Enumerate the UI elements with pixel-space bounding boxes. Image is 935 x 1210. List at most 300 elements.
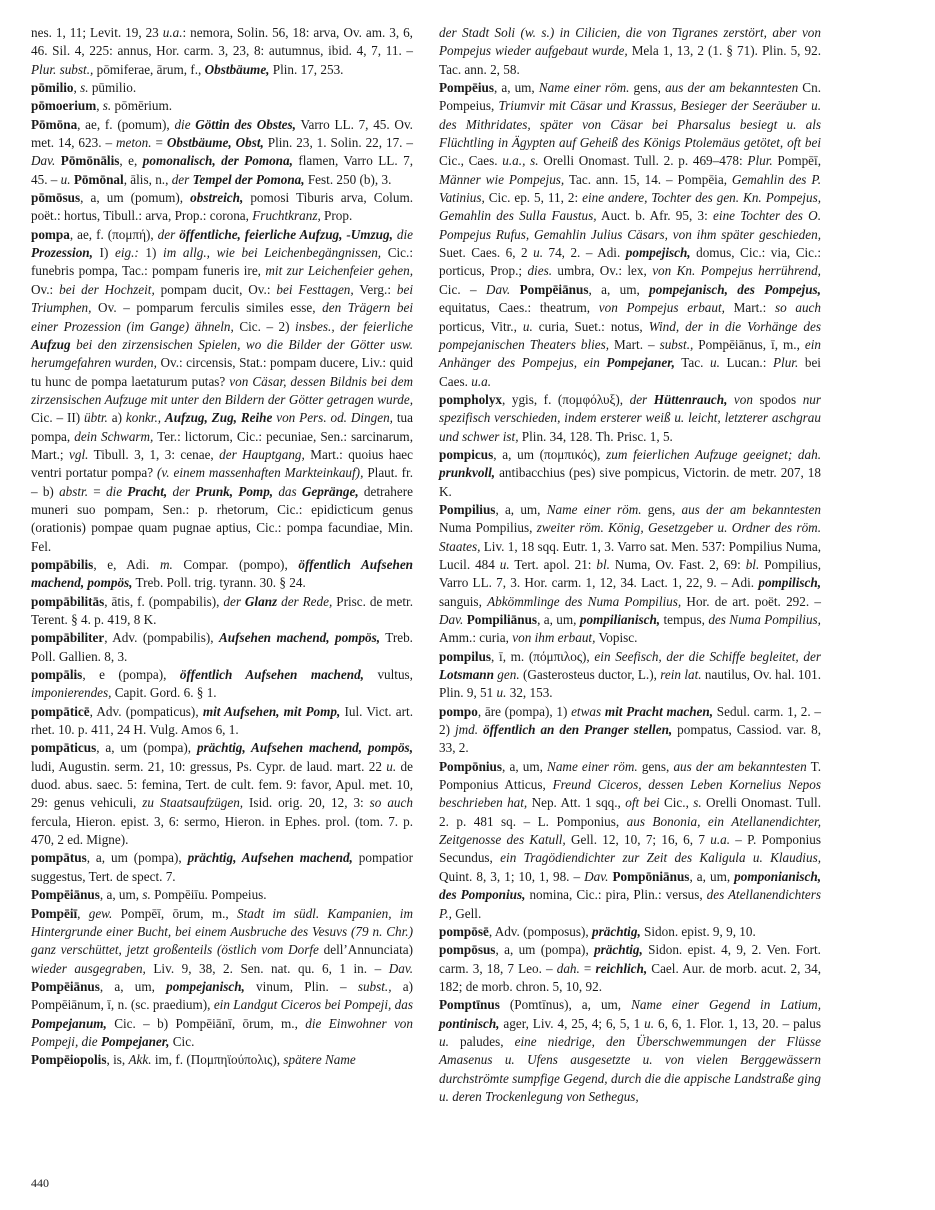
entry-text: Name einer röm. <box>538 80 630 96</box>
entry-text: eine andere, Tochter des gen. Kn. Pompejus, Gemahlin des Sulla Faustus, <box>439 190 821 224</box>
entry-text: zweiter röm. König, Gesetzgeber u. Ordner des röm. Staates, <box>439 520 821 554</box>
entry-text: Numa, Ov. Fast. 2, 69: <box>609 556 746 572</box>
entry-text: Plin. 34, 128. Th. Prisc. 1, 5. <box>518 428 673 444</box>
entry-text: bei Triumphen, <box>31 281 413 316</box>
entry-text: des Atellanendichters P., <box>439 887 821 921</box>
entry-text: Verg.: <box>353 281 397 297</box>
entry-text: porticus, Vitr., <box>439 318 523 334</box>
headword: Pompēiānus <box>31 887 100 903</box>
entry-text: Cic. – II) <box>31 410 85 426</box>
dictionary-entry <box>439 24 821 79</box>
entry-text: , Adv. (pompabilis), <box>104 630 219 646</box>
dictionary-entry <box>439 79 821 391</box>
entry-text: dies. <box>527 263 552 279</box>
entry-text: , a, um, <box>493 80 539 96</box>
entry-text: Plaut. fr. – b) <box>31 465 413 499</box>
entry-text: Pompēiānus, ī, m., <box>693 336 805 352</box>
headword: Pompēiānus <box>31 978 100 994</box>
translation-emphasis: öffentliche, feierliche Aufzug, -Umzug, <box>179 226 393 242</box>
headword: pōmōsus <box>31 190 81 206</box>
translation-emphasis: Pompejaner, <box>100 1033 170 1049</box>
entry-text: bei den zirzensischen Spielen, wo die Bilder der Götter usw. herumgefahren wurden, <box>31 336 413 371</box>
entry-text: tempus, <box>660 612 709 627</box>
entry-text: gens, <box>637 758 674 774</box>
translation-emphasis: Göttin des Obstes, <box>195 116 296 132</box>
headword: Pōmōna <box>31 116 78 132</box>
entry-text <box>510 282 519 297</box>
entry-text: Plur. subst., <box>31 61 94 77</box>
entry-text: u.a. <box>162 25 183 40</box>
entry-text: vinum, Plin. – <box>244 978 358 994</box>
entry-text: Iul. Vict. art. rhet. 10. p. 411, 24 H. Vulg. Amos 6, 1. <box>31 703 413 738</box>
entry-text: von Cäsar, dessen Bildnis bei dem zirzensischen Aufzuge mit unter den Bildern der Götter getragen wurde, <box>31 373 414 407</box>
entry-text: (Gasterosteus ductor, L.), <box>519 667 661 683</box>
entry-text: der Rede, <box>277 593 333 609</box>
entry-text: Tert. apol. 21: <box>509 556 597 572</box>
entry-text: , <box>73 80 81 96</box>
entry-text: , āre (pompa), 1) <box>477 703 572 719</box>
dictionary-entry <box>439 703 821 758</box>
entry-text: Name einer Gegend in Latium, <box>631 997 821 1013</box>
entry-text: u.a. <box>471 373 492 389</box>
headword: pompholyx <box>439 391 503 407</box>
entry-text: von Pompejus erbaut, <box>598 300 725 316</box>
translation-emphasis: Aufzug <box>31 336 71 352</box>
entry-text: = <box>88 483 106 499</box>
entry-text: Orelli Onomast. Tull. 2. p. 481 sq. – L. Pomponius, <box>439 795 821 829</box>
entry-text: u. <box>496 685 507 701</box>
translation-emphasis: pompilianisch, <box>579 612 661 627</box>
entry-text: 1) <box>138 245 164 261</box>
dictionary-entry <box>439 501 821 648</box>
translation-emphasis: pomponianisch, des Pomponius, <box>439 868 822 903</box>
entry-text: der Stadt Soli (w. s.) in Cilicien, die von Tigranes zerstört, aber von Pompejus wieder aufgebaut wurde, <box>439 25 821 59</box>
entry-text: gen. <box>493 667 520 683</box>
entry-text: u. <box>60 171 71 187</box>
entry-text: pompam ducit, Ov.: <box>154 281 277 297</box>
translation-emphasis: öffentlich Aufsehen machend, pompös, <box>31 556 414 591</box>
entry-text: equitatus, Caes.: theatrum, <box>439 300 599 316</box>
dictionary-entry <box>439 996 821 1106</box>
headword: pompo <box>439 703 478 719</box>
entry-text: Name einer röm. <box>547 758 638 774</box>
entry-text: curia, Suet.: notus, <box>532 318 649 334</box>
entry-text: Quint. 8, 3, 1; 10, 1, 98. – <box>439 868 585 884</box>
entry-text: u. <box>439 1033 449 1049</box>
entry-text: den Trägern bei einer Prozession (im Gange) ähneln, <box>31 300 414 334</box>
entry-text: Tibull. 3, 1, 3: cenae, <box>88 446 220 462</box>
translation-emphasis: obstreich, <box>190 190 244 206</box>
entry-text: so auch <box>369 795 413 811</box>
translation-emphasis: reichlich, <box>595 960 648 976</box>
translation-emphasis: Aufzug, Zug, Reihe <box>164 410 273 426</box>
entry-text: ein Anhänger des Pompejus, ein <box>439 336 821 371</box>
entry-text: ein Landgut Ciceros bei Pompeji, das <box>213 997 413 1013</box>
entry-text: 6, 6, 1. Flor. 1, 13, 20. – palus <box>654 1015 821 1031</box>
entry-text: Treb. Poll. trig. tyrann. 30. § 24. <box>132 575 306 591</box>
entry-text: sanguis, <box>439 593 488 609</box>
entry-text: rein lat. <box>660 667 702 683</box>
dictionary-entry <box>31 1051 413 1069</box>
entry-text: , ae, f. (πομπή), <box>69 226 158 242</box>
entry-text: der <box>157 226 180 242</box>
dictionary-entry <box>31 24 413 79</box>
dictionary-entry <box>439 446 821 501</box>
entry-text: imponierendes, <box>31 685 112 701</box>
translation-emphasis: Prunk, Pomp, <box>195 483 274 499</box>
entry-text: Mart.: <box>724 300 775 316</box>
dictionary-entry <box>31 97 413 115</box>
entry-text: dein Schwarm, <box>74 428 154 444</box>
page-number: 440 <box>31 1176 49 1190</box>
entry-text: das <box>273 483 302 499</box>
translation-emphasis: Gepränge, <box>301 483 359 499</box>
entry-text: u. <box>709 355 720 371</box>
entry-text: etwas <box>571 703 605 719</box>
entry-text: eine niedrige, den Überschwemmungen der Flüsse Amasenus u. Ufens ausgesetzte u. von vielen Berggewässern durchströmte sumpfige Gegend, durch die die appische Landstraße ging u. deren Trockenlegung von Sethegus, <box>439 1033 821 1104</box>
entry-text: Ov.: <box>31 281 60 297</box>
headword: pompāticē <box>31 703 90 719</box>
entry-text: Varro LL. 7, 45. Ov. met. 14, 623. – <box>31 116 413 151</box>
translation-emphasis: prächtig, Aufsehen machend, <box>187 850 353 866</box>
translation-emphasis: pompejanisch, des Pompejus, <box>649 281 821 297</box>
entry-text: u. <box>644 1015 655 1031</box>
entry-text: Cic.: funebris pompa, Tac.: pompam funeris ire, <box>31 245 413 279</box>
entry-text: subst., <box>659 336 694 352</box>
entry-text: der Hauptgang, <box>219 446 305 462</box>
entry-text: , Adv. (pomposus), <box>488 923 593 939</box>
entry-text: eig.: <box>114 245 139 261</box>
entry-text: u. <box>533 245 543 261</box>
entry-text: Plur. <box>772 355 799 371</box>
translation-emphasis: prunkvoll, <box>439 465 496 481</box>
entry-text: bei Festtagen, <box>276 281 354 297</box>
entry-text: jmd. <box>454 722 483 738</box>
entry-text: de duod. abus. saec. 5: femina, Tert. de cult. fem. 9: favor, Apul. met. 10, 29: genus vehiculi, <box>31 758 413 811</box>
entry-text: Numa Pompilius, <box>439 520 537 536</box>
entry-text: a) Pompēiānum, ī, n. (sc. praedium), <box>31 978 413 1013</box>
entry-text: s. <box>102 98 112 114</box>
entry-text: , a, um, <box>689 868 735 884</box>
entry-text: Plur. <box>747 153 773 169</box>
entry-text: Pompēiīu. Pompeius. <box>150 887 267 903</box>
dictionary-entry <box>31 189 413 226</box>
entry-text: , e, Adi. <box>93 556 160 572</box>
entry-text: Plin. 23, 1. Solin. 22, 17. – <box>263 135 414 151</box>
entry-text: , e (pompa), <box>82 667 180 683</box>
translation-emphasis: mit Pracht machen, <box>604 703 714 719</box>
entry-text: Mela 1, 13, 2 (1. § 71). Plin. 5, 92. Tac. ann. 2, 58. <box>439 43 822 77</box>
entry-text: Auct. b. Afr. 95, 3: <box>596 208 714 224</box>
dictionary-entry <box>439 391 821 446</box>
headword: pompābiliter <box>31 630 105 646</box>
headword: Pōmōnal <box>73 171 124 187</box>
entry-text: , ae, f. (pomum), <box>77 116 175 132</box>
headword: pompa <box>31 226 70 242</box>
entry-text: u.a. <box>710 832 730 848</box>
entry-text: Fruchtkranz, <box>252 208 321 224</box>
entry-text: – P. Pomponius Secundus, <box>439 832 821 866</box>
headword: Pompēiopolis <box>31 1052 107 1068</box>
entry-text: Sedul. carm. 1, 2. – 2) <box>439 703 821 738</box>
entry-text: Treb. Poll. Gallien. 8, 3. <box>31 630 413 664</box>
entry-text: die <box>105 483 128 499</box>
translation-emphasis: pompejanisch, <box>166 978 245 994</box>
entry-text: , a, um, <box>537 612 580 627</box>
headword: pompābilitās <box>31 593 105 609</box>
dictionary-entry <box>31 556 413 593</box>
entry-text: domus, Cic.: via, Cic.: porticus, Prop.; <box>439 245 821 279</box>
entry-text: Sidon. epist. 9, 9, 10. <box>640 923 756 939</box>
entry-text: 32, 153. <box>506 685 553 701</box>
entry-text: Ter.: lictorum, Cic.: pecuniae, Sen.: sarcinarum, Mart.; <box>31 428 413 462</box>
entry-text: Gell. <box>451 905 482 921</box>
headword: pōmoerium <box>31 98 97 114</box>
entry-text: Compar. (pompo), <box>172 556 299 572</box>
entry-text: wieder ausgegraben, <box>31 960 146 976</box>
entry-text: Cael. Aur. de morb. acut. 2, 34, 182; de morb. chron. 5, 10, 92. <box>439 960 822 994</box>
entry-text: tua pompa, <box>31 410 413 444</box>
headword: pōmilio <box>31 80 74 96</box>
entry-text: Liv. 1, 18 sqq. Eutr. 1, 3. Varro sat. Men. 537: Pompilius Numa, Lucil. 484 <box>439 538 821 572</box>
entry-text: , a, um, <box>495 501 547 517</box>
entry-text: Cic. – <box>439 281 486 297</box>
entry-text: die <box>392 226 413 242</box>
entry-text: konkr., <box>125 410 165 426</box>
entry-text: von Kn. Pompejus herrührend, <box>652 263 821 279</box>
entry-text: , a, um (pomum), <box>80 190 191 206</box>
translation-emphasis: Glanz <box>244 593 278 609</box>
entry-text: von <box>727 391 753 407</box>
entry-text: , a, um (pompa), <box>86 850 188 866</box>
entry-text: Gell. 12, 10, 7; 16, 6, 7 <box>565 832 711 848</box>
translation-emphasis: Tempel der Pomona, <box>192 171 305 187</box>
dictionary-entry <box>31 593 413 630</box>
entry-text: Cn. Pompeius, <box>439 80 821 114</box>
entry-text: pōmiferae, ārum, f., <box>93 61 205 77</box>
entry-text: Amm.: curia, <box>439 630 513 646</box>
headword: pompōsē <box>439 923 489 939</box>
entry-text: subst., <box>357 978 392 994</box>
headword: Pompōnius <box>439 758 503 774</box>
headword: pompātus <box>31 850 87 866</box>
entry-text: s. <box>693 795 702 811</box>
translation-emphasis: Lotsmann <box>439 667 494 683</box>
translation-emphasis: prächtig, Aufsehen machend, pompös, <box>196 740 413 756</box>
dictionary-entry <box>439 758 821 923</box>
headword: pompilus <box>439 648 492 664</box>
entry-text: u.a., s. <box>502 153 539 169</box>
entry-text: Gemahlin des P. Vatinius, <box>439 171 822 206</box>
translation-emphasis: prächtig, <box>592 923 641 939</box>
translation-emphasis: Prozession, <box>31 245 93 261</box>
entry-text: aus der am bekanntesten <box>681 501 821 517</box>
entry-text: spätere Name <box>283 1052 356 1068</box>
entry-text: der <box>629 391 654 407</box>
dictionary-entry <box>439 923 821 941</box>
entry-text: , a, um, <box>588 281 650 297</box>
entry-text: aus der am bekanntesten <box>673 758 807 774</box>
entry-text: aus der am bekanntesten <box>665 80 799 96</box>
entry-text: spodos <box>752 391 803 407</box>
entry-text: pompatior suggestus, Tert. de spect. 7. <box>31 850 413 884</box>
entry-text: (v. einem massenhaften Markteinkauf), <box>157 465 364 481</box>
entry-text: dell’Annunciata) <box>318 942 413 958</box>
entry-text: s. <box>142 887 151 903</box>
translation-emphasis: öffentlich Aufsehen machend, <box>179 667 364 683</box>
entry-text: von Pers. od. Dingen, <box>272 410 393 426</box>
entry-text: u. <box>522 318 533 334</box>
translation-emphasis: prächtig, <box>594 942 643 958</box>
entry-text: ein Seefisch, der die Schiffe begleitet, der <box>594 648 821 664</box>
dictionary-entry <box>31 666 413 703</box>
entry-text: : nemora, Solin. 56, 18: arva, Ov. am. 3, 6, 46. Sil. 4, 225: annus, Hor. carm. 3, 23, 8: autumnus, ibid. 4, 7, 11. – <box>31 25 413 59</box>
translation-emphasis: Hüttenrauch, <box>653 391 728 407</box>
entry-text: pompatus, Cassiod. var. 8, 33, 2. <box>439 722 821 756</box>
entry-text: meton. <box>115 135 152 151</box>
entry-text: Lucan.: <box>719 355 773 371</box>
entry-text: I) <box>92 245 115 261</box>
headword: Pompēiānus <box>519 281 589 297</box>
entry-text: so auch <box>774 300 821 316</box>
entry-text: , a, um, <box>99 978 167 994</box>
headword: pompālis <box>31 667 83 683</box>
entry-text: aus Bononia, ein Atellanendichter, Zeitgenosse des Katull, <box>439 813 821 848</box>
translation-emphasis: pompilisch, <box>758 575 821 591</box>
entry-text: detrahere muneri suo pompam, Sen.: p. rhetorum, Cic.: epidicticum genus (orationis) pompae quam pugnae aptius, Cic.: pompa facundiae, Min. Fel. <box>31 483 413 554</box>
entry-text: Stadt im südl. Kampanien, im Hintergrunde einer Bucht, bei einem Ausbruche des Vesuvs (79 n. Chr.) ganz verschüttet, jetzt großenteils (östlich vom Dorfe <box>31 905 413 958</box>
entry-text: Dav. <box>485 281 511 297</box>
entry-text: Cic. – b) Pompēiānī, ōrum, m., <box>106 1015 306 1031</box>
entry-text: Pompēī, ōrum, m., <box>112 905 237 921</box>
entry-text: m. <box>159 556 173 572</box>
entry-text: Dav. <box>584 868 609 884</box>
dictionary-entry <box>31 905 413 1052</box>
headword: Pompilius <box>439 501 496 517</box>
entry-text: a) <box>107 410 126 426</box>
entry-text: u. <box>386 758 397 774</box>
entry-text: , ātis, f. (pompabilis), <box>104 593 224 609</box>
entry-text: nautilus, Ov. hal. 101. Plin. 9, 51 <box>439 667 821 701</box>
translation-emphasis: öffentlich an den Pranger stellen, <box>483 722 673 738</box>
headword: Pompiliānus <box>466 612 538 627</box>
entry-text: Cic., <box>659 795 694 811</box>
entry-text: = <box>151 135 167 151</box>
headword: pompicus <box>439 446 494 462</box>
entry-text: , Adv. (pompaticus), <box>89 703 203 719</box>
entry-text: Triumvir mit Cäsar und Krassus, Besieger der Seeräuber u. des Mithridates, später von Cäsar bei Pharsalus besiegt u. als Flüchtling in Ägypten auf Geheiß des Königs Ptolemäus getötet, oft bei <box>439 98 821 151</box>
entry-text: Männer wie Pompejus, <box>439 171 565 187</box>
headword: pompābilis <box>31 556 94 572</box>
entry-text: übtr. <box>84 410 108 426</box>
entry-text: bei Caes. <box>439 355 821 389</box>
entry-text: Pompilius, Varro LL. 7, 3. Hor. carm. 1, 12, 34. Lact. 1, 22, 9. – Adi. <box>439 556 821 591</box>
entry-text: der <box>171 171 193 187</box>
entry-text: Tac. <box>674 355 710 371</box>
entry-text: bl. <box>745 556 760 572</box>
entry-text: , a, um (πομπικός), <box>493 446 607 462</box>
entry-text: Ov.: circensis, Stat.: pompam ducere, Liv.: quid tu hunc de pompa laetaturum putas? <box>31 355 413 389</box>
entry-text: Abkömmlinge des Numa Pompilius, <box>487 593 682 609</box>
entry-text: insbes., der feierliche <box>295 318 413 334</box>
entry-text: flamen, Varro LL. 7, 45. – <box>31 153 414 187</box>
entry-text: Prop. <box>320 208 353 224</box>
translation-emphasis: Pompejanum, <box>31 1015 107 1031</box>
translation-emphasis: pontinisch, <box>439 1015 500 1031</box>
entry-text: der <box>167 483 196 499</box>
entry-text: = <box>579 960 596 976</box>
entry-text: Dav. <box>31 153 56 169</box>
dictionary-entry <box>31 116 413 189</box>
translation-emphasis: pompejisch, <box>625 245 691 261</box>
entry-text: Vopisc. <box>595 630 638 646</box>
entry-text: Hor. de art. poët. 292. – <box>681 593 821 609</box>
entry-text: , is, <box>106 1052 129 1068</box>
headword: Pomptīnus <box>439 997 500 1013</box>
entry-text: Cic. – 2) <box>233 318 296 334</box>
entry-text: Tac. ann. 15, 14. – Pompēia, <box>564 171 732 187</box>
entry-text: umbra, Ov.: lex, <box>552 263 653 279</box>
entry-text: , ygis, f. (πομφόλυξ), <box>502 391 630 407</box>
entry-text: , a, um (pompa), <box>495 942 595 958</box>
translation-emphasis: Pompejaner, <box>606 355 675 371</box>
entry-text: (Pomtīnus), a, um, <box>499 997 632 1013</box>
translation-emphasis: mit Aufsehen, mit Pomp, <box>202 703 341 719</box>
entry-text: nomina, Cic.: pira, Plin.: versus, <box>525 887 707 903</box>
entry-text: Capit. Gord. 6. § 1. <box>111 685 217 701</box>
entry-text: , <box>77 905 89 921</box>
entry-text: Suet. Caes. 6, 2 <box>439 245 534 261</box>
dictionary-entry <box>31 79 413 97</box>
entry-text: T. Pomponius Atticus, <box>439 758 821 793</box>
entry-text: Nep. Att. 1 sqq., <box>527 795 626 811</box>
entry-text: Orelli Onomast. Tull. 2. p. 469–478: <box>538 153 748 169</box>
entry-text: Sidon. epist. 4, 9, 2. Ven. Fort. carm. 3, 18, 7 Leo. – <box>439 942 821 976</box>
translation-emphasis: Obstbäume, Obst, <box>166 135 264 151</box>
dictionary-entry <box>31 226 413 556</box>
entry-text: Dav. <box>388 960 413 976</box>
headword: pompōsus <box>439 942 496 958</box>
entry-text: Ov. – pomparum ferculis similes esse, <box>91 300 323 316</box>
entry-text: , a, um, <box>99 887 143 903</box>
entry-text: , a, um (pompa), <box>96 740 197 756</box>
entry-text: vultus, <box>363 667 413 683</box>
entry-text: des Numa Pompilius, <box>708 612 821 627</box>
entry-text: gens, <box>641 501 682 517</box>
headword: Pōmōnālis <box>60 153 120 169</box>
entry-text: ager, Liv. 4, 25, 4; 6, 5, 1 <box>499 1015 645 1031</box>
entry-text: zu Staatsaufzügen, <box>142 795 244 811</box>
entry-text: Name einer röm. <box>546 501 642 517</box>
entry-text: Fest. 250 (b), 3. <box>304 171 392 187</box>
entry-text: vgl. <box>69 446 89 462</box>
dictionary-entry <box>439 941 821 996</box>
entry-text: pōmērium. <box>111 98 173 114</box>
entry-text: Freund Ciceros, dessen Leben Kornelius Nepos beschrieben hat, <box>439 777 821 811</box>
entry-text: oft bei <box>625 795 660 811</box>
translation-emphasis: Obstbäume, <box>204 61 270 77</box>
entry-text: im allg., wie bei Leichenbegängnissen, <box>163 245 382 261</box>
entry-text: nes. 1, 11; Levit. 19, 23 <box>31 25 163 40</box>
entry-text: Mart. – <box>609 336 660 352</box>
entry-text: pomosi Tiburis arva, Colum. poët.: hortus, Tibull.: arva, Prop.: corona, <box>31 190 413 224</box>
right-column <box>439 24 821 1106</box>
entry-text: von ihm erbaut, <box>512 630 596 646</box>
entry-text: , ī, m. (πόμπιλος), <box>491 648 595 664</box>
entry-text: Cic. ep. 5, 11, 2: <box>484 190 583 206</box>
headword: Pompēiī <box>31 905 78 921</box>
dictionary-entry <box>31 849 413 886</box>
